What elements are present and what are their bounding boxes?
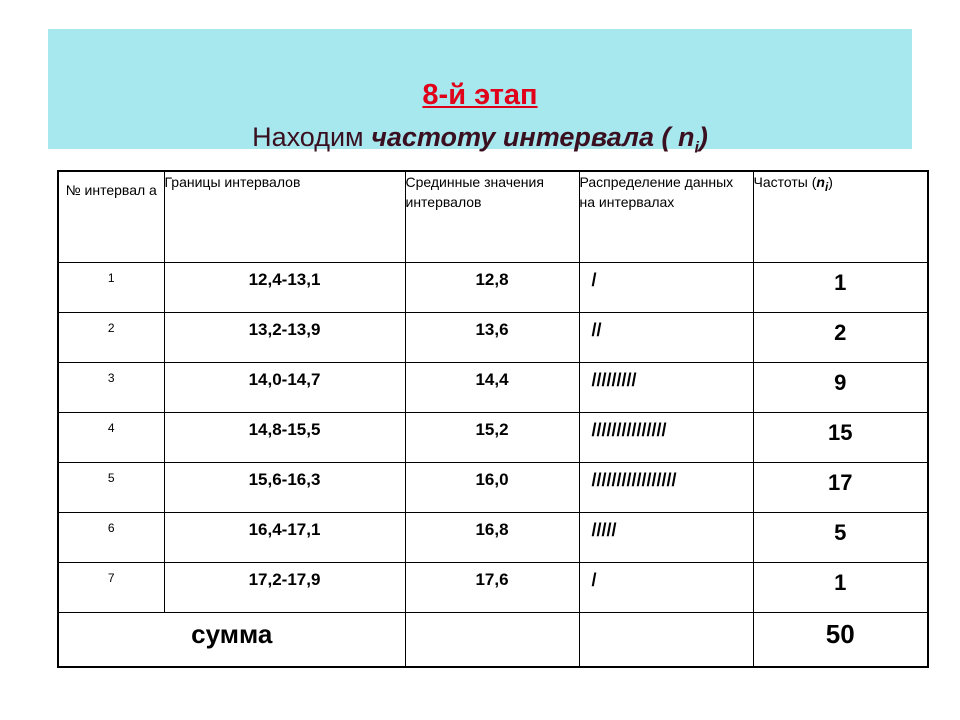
tally-marks: ///////////////: [579, 413, 753, 463]
row-number: 5: [58, 463, 164, 513]
interval-bounds: 17,2-17,9: [164, 563, 405, 613]
interval-bounds: 15,6-16,3: [164, 463, 405, 513]
frequency-value: 1: [753, 563, 928, 613]
interval-midpoint: 16,8: [405, 513, 579, 563]
tally-marks: /////: [579, 513, 753, 563]
subtitle-plain: Находим: [252, 122, 372, 152]
frequency-value: 1: [753, 263, 928, 313]
interval-midpoint: 17,6: [405, 563, 579, 613]
table-header-row: [58, 171, 928, 263]
row-number: 4: [58, 413, 164, 463]
interval-midpoint: 13,6: [405, 313, 579, 363]
tally-marks: /: [579, 563, 753, 613]
header-interval-bounds: Границы интервалов: [164, 171, 405, 263]
frequency-value: 17: [753, 463, 928, 513]
row-number: 1: [58, 263, 164, 313]
header-midpoints: Срединные значения интервалов: [405, 171, 579, 263]
frequency-value: 2: [753, 313, 928, 363]
table-row: [58, 413, 928, 463]
sum-label: сумма: [58, 613, 405, 668]
table-row: [58, 263, 928, 313]
header-frequency-prefix: Частоты (: [753, 174, 817, 190]
header-frequency-var: n: [816, 174, 825, 190]
interval-bounds: 13,2-13,9: [164, 313, 405, 363]
sum-empty-cell: [579, 613, 753, 668]
interval-midpoint: 15,2: [405, 413, 579, 463]
slide-subtitle: [48, 122, 912, 157]
subtitle-close: ): [698, 122, 708, 152]
table-row: [58, 513, 928, 563]
row-number: 2: [58, 313, 164, 363]
stage-title: 8-й этап: [422, 79, 538, 111]
interval-bounds: 12,4-13,1: [164, 263, 405, 313]
sum-value: 50: [753, 613, 928, 668]
row-number: 3: [58, 363, 164, 413]
table-row: [58, 363, 928, 413]
header-distribution: Распределение данных на интервалах: [579, 171, 753, 263]
interval-midpoint: 12,8: [405, 263, 579, 313]
header-frequency: [753, 171, 928, 263]
interval-midpoint: 14,4: [405, 363, 579, 413]
interval-midpoint: 16,0: [405, 463, 579, 513]
frequency-value: 15: [753, 413, 928, 463]
sum-row: [58, 613, 928, 668]
subtitle-emphasis: частоту интервала ( n: [371, 122, 695, 152]
subtitle-subscript: i: [694, 139, 699, 157]
header-frequency-sub: i: [824, 180, 829, 194]
tally-marks: /: [579, 263, 753, 313]
tally-marks: /////////: [579, 363, 753, 413]
row-number: 7: [58, 563, 164, 613]
table-row: [58, 313, 928, 363]
frequency-table: [57, 170, 929, 668]
header-frequency-suffix: ): [828, 174, 833, 190]
sum-empty-cell: [405, 613, 579, 668]
frequency-value: 5: [753, 513, 928, 563]
interval-bounds: 14,8-15,5: [164, 413, 405, 463]
frequency-value: 9: [753, 363, 928, 413]
table-row: [58, 463, 928, 513]
header-interval-number: № интервал а: [58, 171, 164, 263]
tally-marks: /////////////////: [579, 463, 753, 513]
row-number: 6: [58, 513, 164, 563]
title-banner: [48, 29, 912, 157]
table-row: [58, 563, 928, 613]
interval-bounds: 16,4-17,1: [164, 513, 405, 563]
interval-bounds: 14,0-14,7: [164, 363, 405, 413]
tally-marks: //: [579, 313, 753, 363]
